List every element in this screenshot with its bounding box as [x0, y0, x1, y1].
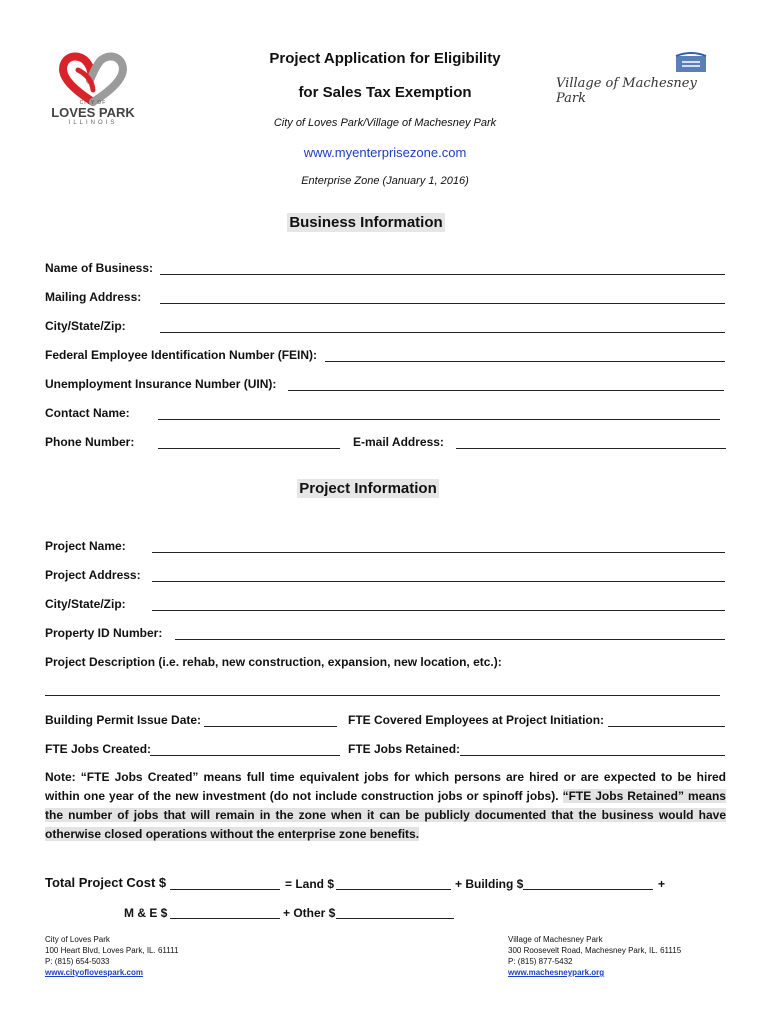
other-field[interactable] — [336, 918, 454, 919]
footer-left-web-link[interactable]: www.cityoflovespark.com — [45, 968, 143, 977]
footer-right-web-link[interactable]: www.machesneypark.org — [508, 968, 605, 977]
fte-retained-label: FTE Jobs Retained: — [348, 742, 461, 756]
fte-retained-field[interactable] — [460, 755, 725, 756]
land-label: = Land $ — [285, 877, 335, 891]
fein-label: Federal Employee Identification Number (FEIN): — [45, 348, 318, 362]
uin-field[interactable] — [288, 390, 724, 391]
email-label: E-mail Address: — [353, 435, 444, 449]
note-fte-created: Note: “FTE Jobs Created” means full time equivalent jobs for which persons are hired or are expected to be hired within one year of the new investment (do not include construction jobs or spinoff jobs). — [45, 770, 726, 803]
note-fte-retained: “FTE Jobs Retained” means the number of jobs that will remain in the zone when it can be publicly documented that the business would have otherwise closed operations without the enterprise zone benefits. — [45, 789, 726, 841]
footer-right-address: 300 Roosevelt Road, Machesney Park, IL. 61115 — [508, 946, 682, 955]
project-address-field[interactable] — [152, 581, 725, 582]
phone-field[interactable] — [158, 448, 340, 449]
permit-date-field[interactable] — [204, 726, 337, 727]
project-city-field[interactable] — [152, 610, 725, 611]
footer-left-phone: P: (815) 654-5033 — [45, 957, 110, 966]
project-city-label: City/State/Zip: — [45, 597, 126, 611]
enterprise-zone: Enterprise Zone (January 1, 2016) — [301, 175, 469, 187]
project-name-field[interactable] — [152, 552, 725, 553]
fte-created-field[interactable] — [150, 755, 340, 756]
business-heading: Business Information — [289, 214, 443, 231]
email-field[interactable] — [456, 448, 726, 449]
subtitle: City of Loves Park/Village of Machesney Park — [273, 117, 497, 129]
logo-city-of: CITY OF — [79, 100, 107, 106]
business-city-label: City/State/Zip: — [45, 319, 126, 333]
me-label: M & E $ — [124, 906, 168, 920]
logo-illinois: ILLINOIS — [68, 120, 118, 126]
mailing-address-label: Mailing Address: — [45, 290, 142, 304]
project-heading-wrap — [0, 480, 736, 498]
building-label: + Building $ — [455, 877, 524, 891]
me-field[interactable] — [170, 918, 280, 919]
title-line-1: Project Application for Eligibility — [269, 50, 501, 67]
plus-sign: + — [658, 877, 666, 891]
website-link[interactable]: www.myenterprisezone.com — [303, 145, 467, 160]
project-heading: Project Information — [299, 480, 437, 497]
business-city-field[interactable] — [160, 332, 725, 333]
mailing-address-field[interactable] — [160, 303, 725, 304]
uin-label: Unemployment Insurance Number (UIN): — [45, 377, 277, 391]
business-heading-wrap — [0, 214, 732, 232]
total-cost-label: Total Project Cost $ — [45, 875, 167, 890]
fein-field[interactable] — [325, 361, 725, 362]
building-field[interactable] — [523, 889, 653, 890]
project-name-label: Project Name: — [45, 539, 126, 553]
property-id-field[interactable] — [175, 639, 725, 640]
permit-date-label: Building Permit Issue Date: — [45, 713, 202, 727]
contact-name-field[interactable] — [158, 419, 720, 420]
fte-created-label: FTE Jobs Created: — [45, 742, 152, 756]
other-label: + Other $ — [283, 906, 336, 920]
fte-covered-field[interactable] — [608, 726, 725, 727]
business-name-label: Name of Business: — [45, 261, 154, 275]
footer-left — [45, 934, 178, 978]
title-line-2: for Sales Tax Exemption — [298, 84, 472, 101]
footer-right-phone: P: (815) 877-5432 — [508, 957, 573, 966]
total-cost-field[interactable] — [170, 889, 280, 890]
footer-right — [508, 934, 681, 978]
property-id-label: Property ID Number: — [45, 626, 163, 640]
project-address-label: Project Address: — [45, 568, 141, 582]
phone-label: Phone Number: — [45, 435, 135, 449]
fte-covered-label: FTE Covered Employees at Project Initiation: — [348, 713, 605, 727]
footer-left-name: City of Loves Park — [45, 935, 110, 944]
project-description-field[interactable] — [45, 695, 720, 696]
note-paragraph — [45, 768, 726, 844]
footer-left-address: 100 Heart Blvd, Loves Park, IL. 61111 — [45, 946, 179, 955]
project-description-label: Project Description (i.e. rehab, new construction, expansion, new location, etc.): — [45, 655, 502, 669]
footer-right-name: Village of Machesney Park — [508, 935, 603, 944]
land-field[interactable] — [336, 889, 451, 890]
heart-logo-icon — [48, 50, 138, 106]
contact-name-label: Contact Name: — [45, 406, 130, 420]
loves-park-logo — [48, 50, 138, 130]
logo-loves-park: LOVES PARK — [51, 105, 135, 120]
business-name-field[interactable] — [160, 274, 725, 275]
logo-village-text: Village of Machesney Park — [556, 76, 697, 106]
